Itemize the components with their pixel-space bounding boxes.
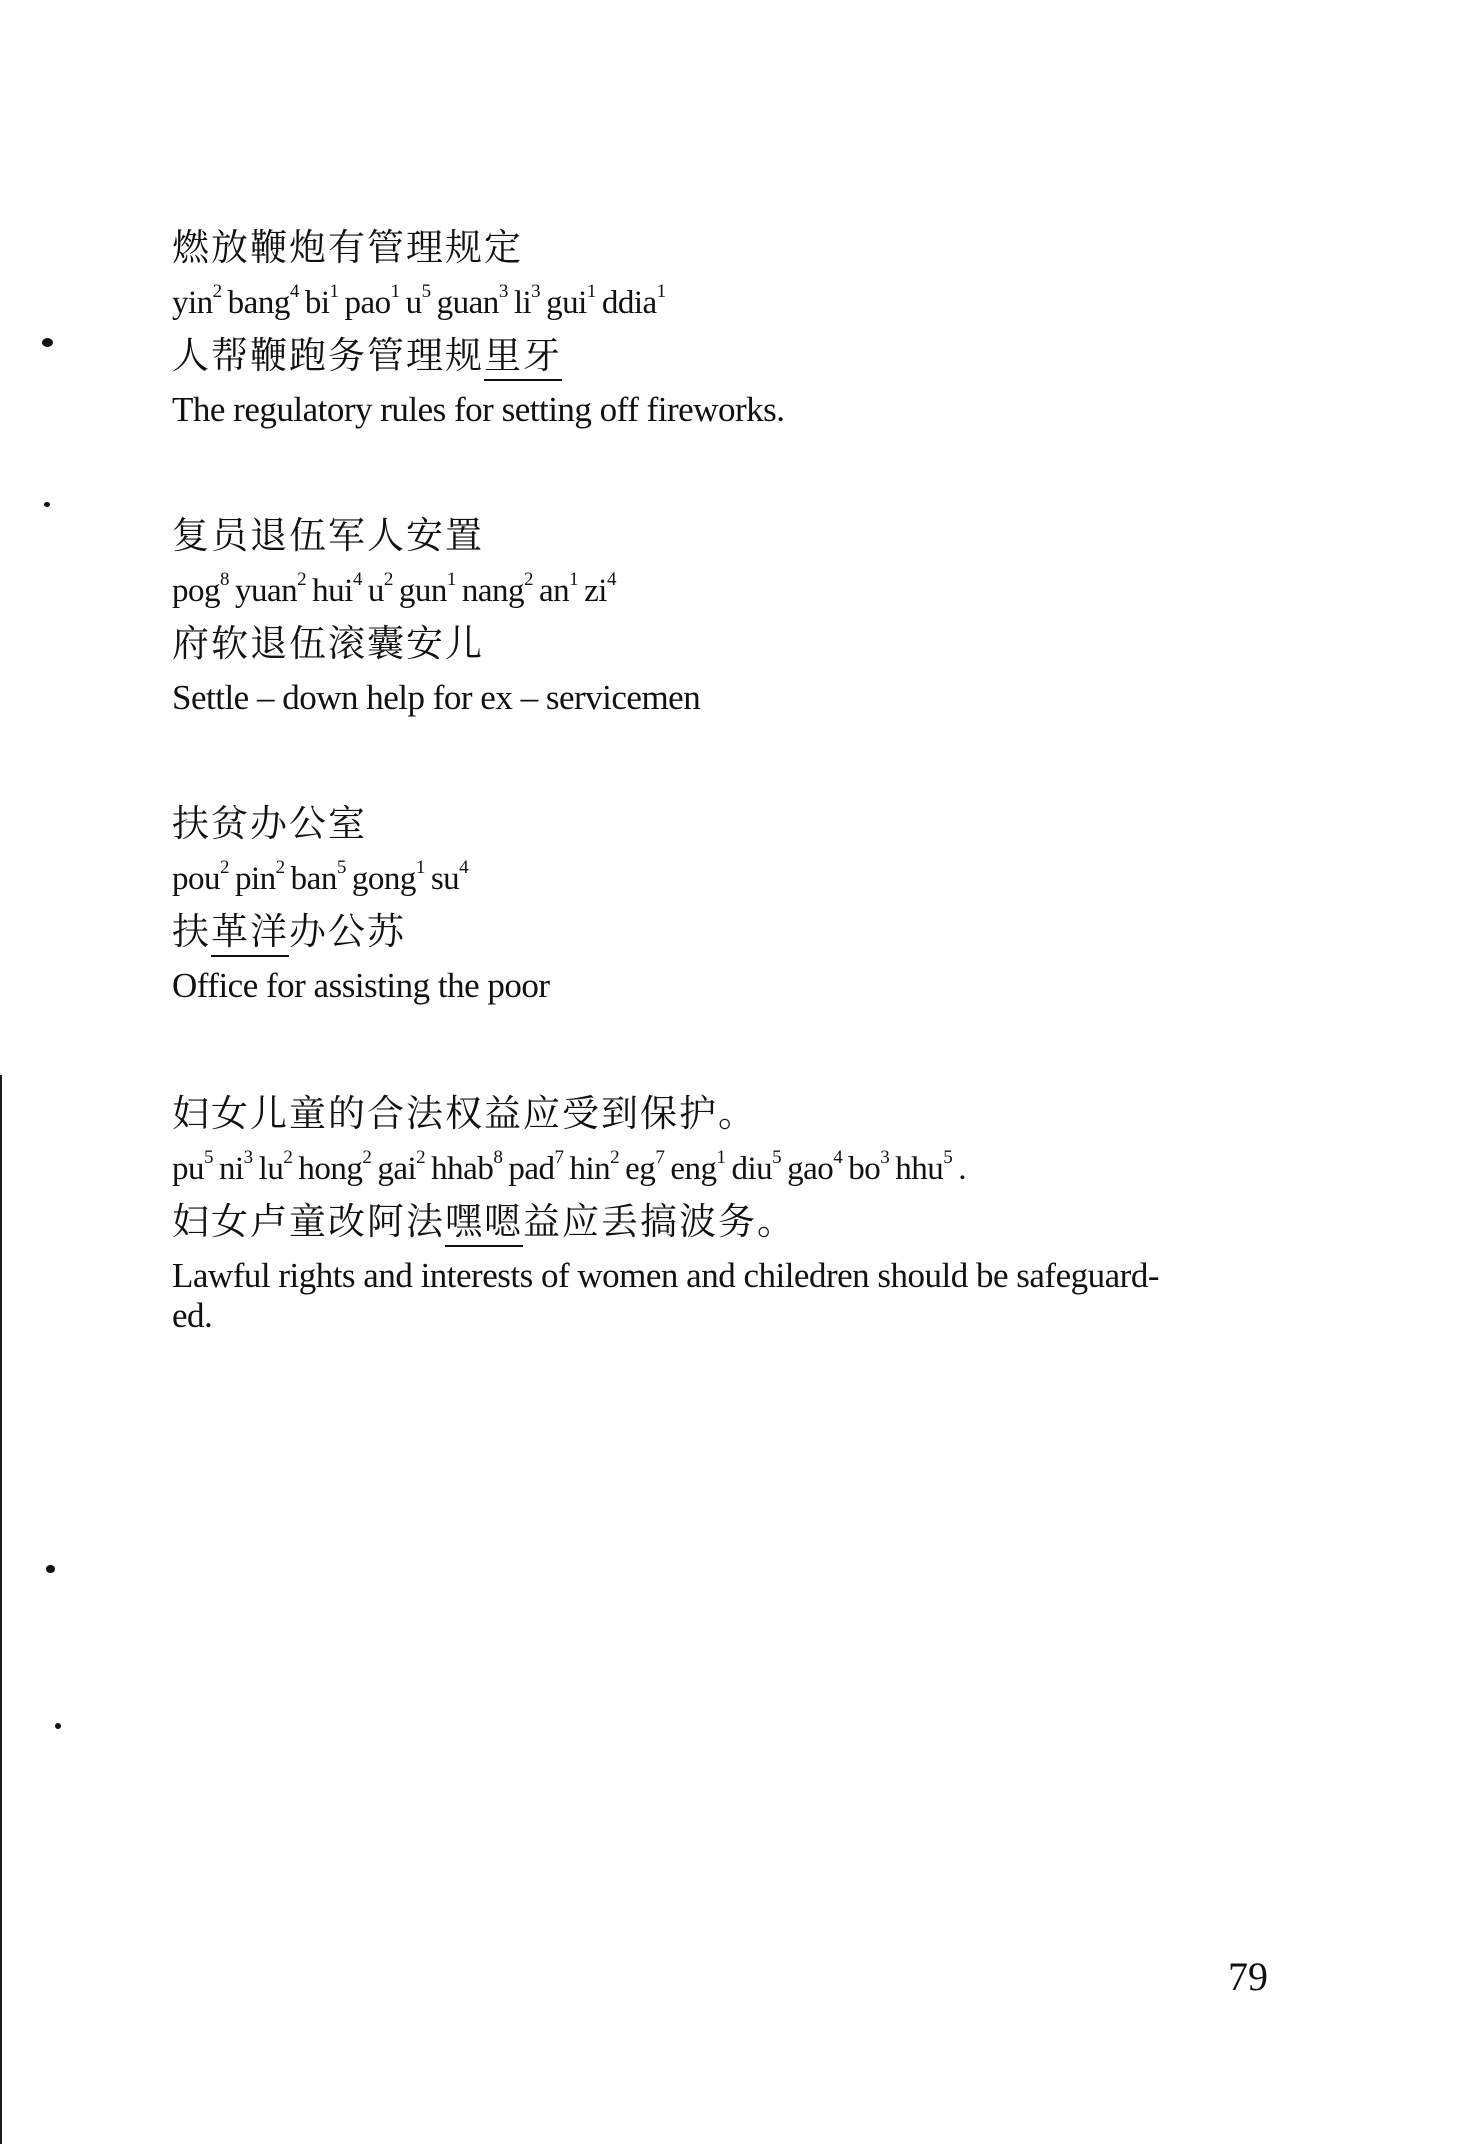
pinyin-line: [172, 1147, 1372, 1188]
tone-mark: 2: [362, 1147, 372, 1168]
gloss-underlined: 嘿嗯: [445, 1200, 523, 1247]
tone-mark: 2: [275, 857, 285, 878]
tone-mark: 3: [243, 1147, 253, 1168]
pinyin-syllable: pog: [172, 573, 220, 609]
tone-mark: 1: [569, 569, 579, 590]
tone-mark: 2: [416, 1147, 426, 1168]
pinyin-line: [172, 281, 1372, 322]
pinyin-syllable: ni: [219, 1151, 244, 1187]
pinyin-line: [172, 857, 1372, 898]
tone-mark: 2: [220, 857, 229, 878]
tone-mark: 2: [283, 1147, 293, 1168]
tone-mark: 4: [352, 569, 362, 590]
tone-mark: 2: [383, 569, 393, 590]
page-number: 79: [1228, 1954, 1268, 1999]
tone-mark: 3: [531, 281, 541, 302]
entry-1: [172, 228, 1372, 430]
tone-mark: 1: [390, 281, 400, 302]
tone-mark: 1: [716, 1147, 726, 1168]
gloss-text: 扶: [172, 910, 211, 953]
tone-mark: 1: [586, 281, 596, 302]
pinyin-syllable: li: [513, 285, 532, 321]
tone-mark: 2: [212, 281, 222, 302]
tone-mark: 4: [606, 569, 616, 590]
scan-speck: [55, 1723, 61, 1729]
pinyin-syllable: gong: [351, 861, 416, 897]
gloss-underlined: 革洋: [211, 910, 289, 957]
pinyin-syllable: yuan: [235, 573, 298, 609]
tone-mark: 1: [446, 569, 456, 590]
scan-speck: [44, 502, 50, 507]
pinyin-syllable: eg: [625, 1151, 656, 1187]
tone-mark: 1: [656, 281, 666, 302]
tone-mark: 4: [459, 857, 469, 878]
entry-4: [172, 1094, 1372, 1336]
chinese-term: 扶贫办公室: [172, 802, 367, 845]
tone-mark: 7: [655, 1147, 665, 1168]
gloss-text: 人帮鞭跑务管理规: [172, 334, 484, 377]
pinyin-syllable: gao: [787, 1151, 834, 1187]
tone-mark: 5: [336, 857, 346, 878]
tone-mark: 2: [610, 1147, 620, 1168]
phonetic-gloss: [172, 1202, 1372, 1242]
tone-mark: 8: [493, 1147, 503, 1168]
english-translation: The regulatory rules for setting off fireworks.: [172, 390, 785, 429]
tone-mark: 2: [523, 569, 533, 590]
tone-mark: 5: [943, 1147, 953, 1168]
pinyin-syllable: yin: [172, 285, 213, 321]
entry-2: [172, 516, 1372, 718]
pinyin-syllable: guan: [436, 285, 499, 321]
pinyin-syllable: ban: [290, 861, 337, 897]
pinyin-syllable: hin: [569, 1151, 611, 1187]
pinyin-syllable: su: [430, 861, 460, 897]
scan-speck: [46, 1565, 55, 1573]
pinyin-syllable: hhab: [431, 1151, 494, 1187]
tone-mark: 5: [204, 1147, 213, 1168]
tone-mark: 8: [220, 569, 229, 590]
pinyin-line: [172, 569, 1372, 610]
tone-mark: 5: [772, 1147, 782, 1168]
pinyin-syllable: gai: [377, 1151, 417, 1187]
pinyin-syllable: pad: [508, 1151, 555, 1187]
tone-mark: 5: [421, 281, 431, 302]
tone-mark: 7: [554, 1147, 564, 1168]
tone-mark: 1: [415, 857, 425, 878]
chinese-term: 复员退伍军人安置: [172, 514, 484, 557]
tone-mark: 2: [297, 569, 307, 590]
pinyin-syllable: bi: [304, 285, 330, 321]
tone-mark: 4: [833, 1147, 843, 1168]
gloss-text: 办公苏: [289, 910, 406, 953]
pinyin-syllable: pou: [172, 861, 220, 897]
tone-mark: 3: [498, 281, 508, 302]
english-translation: Office for assisting the poor: [172, 966, 550, 1005]
pinyin-syllable: hui: [312, 573, 353, 609]
pinyin-syllable: bang: [227, 285, 290, 321]
pinyin-syllable: pin: [235, 861, 276, 897]
pinyin-syllable: pu: [172, 1151, 204, 1187]
pinyin-syllable: gun: [398, 573, 447, 609]
chinese-term: 燃放鞭炮有管理规定: [172, 226, 523, 269]
pinyin-syllable: hhu: [895, 1151, 944, 1187]
pinyin-syllable: u: [405, 285, 422, 321]
english-translation-line-2: ed.: [172, 1296, 213, 1335]
pinyin-syllable: gui: [546, 285, 587, 321]
pinyin-syllable: bo: [848, 1151, 881, 1187]
pinyin-syllable: nang: [461, 573, 524, 609]
english-translation-line-1: Lawful rights and interests of women and chiledren should be safeguard-: [172, 1256, 1159, 1295]
pinyin-syllable: pao: [344, 285, 391, 321]
english-translation: Settle – down help for ex – servicemen: [172, 678, 701, 717]
phonetic-gloss: [172, 336, 1372, 376]
pinyin-syllable: ddia: [601, 285, 657, 321]
scan-speck: [42, 338, 53, 347]
pinyin-syllable: u: [367, 573, 384, 609]
tone-mark: 1: [329, 281, 339, 302]
gloss-text: 益应丢搞波务。: [523, 1200, 796, 1243]
pinyin-syllable: hong: [298, 1151, 363, 1187]
pinyin-period: .: [958, 1151, 967, 1187]
gloss-underlined: 里牙: [484, 334, 562, 381]
chinese-term: 妇女儿童的合法权益应受到保护。: [172, 1092, 757, 1135]
pinyin-syllable: an: [538, 573, 570, 609]
phonetic-gloss: 府软退伍滚囊安儿: [172, 622, 484, 665]
gloss-text: 妇女卢童改阿法: [172, 1200, 445, 1243]
page-edge-line: [0, 1075, 2, 2144]
phonetic-gloss: [172, 912, 1372, 952]
pinyin-syllable: diu: [731, 1151, 773, 1187]
pinyin-syllable: eng: [670, 1151, 717, 1187]
entry-3: [172, 804, 1372, 1006]
pinyin-syllable: zi: [584, 573, 607, 609]
tone-mark: 4: [289, 281, 299, 302]
pinyin-syllable: lu: [258, 1151, 284, 1187]
tone-mark: 3: [880, 1147, 890, 1168]
